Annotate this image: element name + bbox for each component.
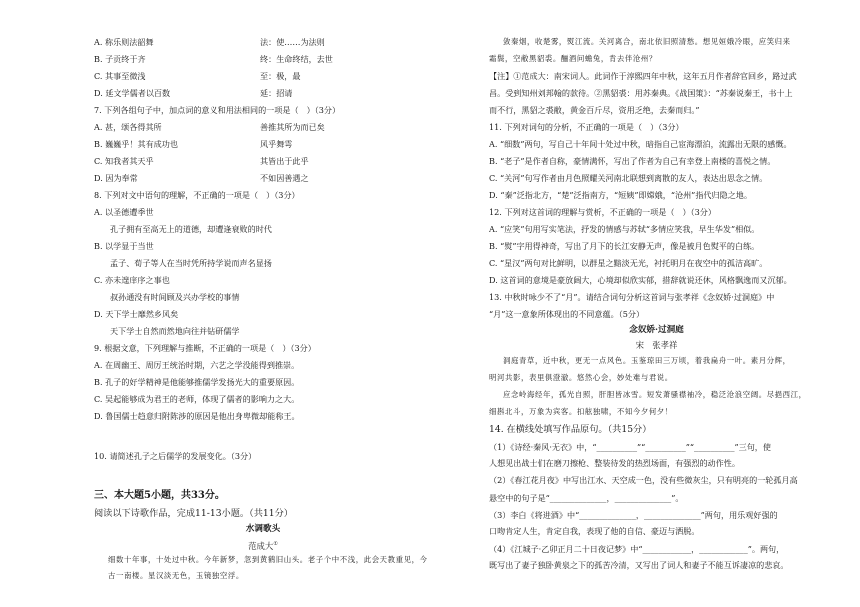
blank[interactable]: ______________ [644,510,701,520]
poem-title: 念奴娇·过洞庭 [629,325,684,335]
option-sentence: B. 子贡终于齐 [94,54,146,64]
answer-space [94,465,432,487]
q14-part-2: （2）《春江花月夜》中写出江水、天空成一色，没有些微灰尘，只有明亮的一轮孤月高 [489,475,798,485]
section-three-intro: 阅读以下诗歌作品，完成11-13小题。（共11分） [94,508,293,519]
option-sentence: A. 称乐则法韶舞 [94,37,154,47]
q12-option-b: B. “熨”字用得神奇，写出了月下的长江安静无声，像是被月色熨平的白练。 [489,241,760,251]
q14-part-4 [489,540,824,557]
fill-mid: ， [691,544,700,554]
q6-option-c [94,68,432,85]
poem-text-continued: 霜鬓，空敝黑貂裘。酾酒问蟾兔，肯去伴沧州？ [489,54,657,63]
option-sentence: C. 其事至微浅 [94,71,146,81]
poem-author [94,537,432,552]
poem-text: 应念岭海经年，孤光自照，肝胆皆冰雪。短发萧骚襟袖冷，稳泛沧浪空阔。尽挹西江， [503,390,807,399]
q8-explain-d: 天下学士自然而然地向往并钻研儒学 [110,326,240,336]
poem-title: 水调歌头 [245,524,281,534]
q7-stem: 7. 下列各组句子中，加点词的意义和用法相同的一项是（ ）（3分） [94,105,341,115]
fill-prefix: （1）《诗经·秦风·无衣》中，“ [489,442,597,452]
poem-note: 【注】①范成大：南宋词人。此词作于淳熙四年中秋，这年五月作者辞官回乡，路过武 [489,71,797,81]
poem-text: 细数十年事，十处过中秋。今年新梦，忽到黄鹤旧山头。老子个中不浅，此会天教重见，今古一南楼。星汉淡无色，玉镜独空浮。 [108,555,428,580]
blank[interactable]: ____________ [699,544,748,554]
option-right: 其皆出于此乎 [260,156,309,166]
blank[interactable]: ____________ [642,544,692,554]
section-three-title: 三、本大题5小题，共33分。 [94,490,225,501]
fill-suffix: ”。两句， [747,544,785,554]
q9-option-c: C. 吴起能够成为君王的老师，体现了儒者的影响力之大。 [94,394,300,404]
option-right: 不如因善遇之 [260,173,309,183]
q8-option-b: B. 以学显于当世 [94,241,154,251]
fill-suffix: ”三句，使 [734,442,771,452]
blank[interactable]: ______________ [579,510,636,520]
q12-stem: 12. 下列对这首词的理解与赏析，不正确的一项是（ ）（3分） [489,207,716,217]
fill-mid: ， [606,493,615,503]
blank[interactable]: ______________ [549,493,607,503]
left-column [94,34,432,584]
q8-explain-c: 叔孙通没有时间顾及兴办学校的事情 [110,292,240,302]
q9-stem: 9. 根据文意，下列理解与推断，不正确的一项是（ ）（3分） [94,343,316,353]
q9-option-d: D. 鲁国儒士趋意归附陈涉的原因是他出身卑微却能称王。 [94,411,300,421]
poem-author-name: 范成大 [248,540,274,551]
q8-option-a: A. 以圣德遭季世 [94,207,154,217]
q14-part-4-cont: 既写出了妻子独卧黄泉之下的孤苦冷清，又写出了词人和妻子不能互诉凄凉的悲哀。 [489,560,789,570]
q8-option-d: D. 天下学士靡然乡风矣 [94,309,179,319]
option-gloss: 至：极，最 [260,71,301,81]
poem-text: 明河共影，表里俱澄澈。悠然心会，妙处难与君说。 [489,373,673,382]
answer-space [94,425,432,448]
fill-suffix: ”。 [671,493,684,503]
fill-prefix: （4）《江城子·乙卯正月二十日夜记梦》中“ [489,544,643,554]
q7-option-d [94,170,432,187]
q11-stem: 11. 下列对词句的分析，不正确的一项是（ ）（3分） [489,122,684,132]
q14-part-3 [489,506,824,523]
q14-part-1-cont: 人想见出战士们在磨刀擦枪、整装待发的热烈场面，有强烈的动作性。 [489,458,740,468]
q12-option-c: C. “星汉”两句对比鲜明，以群星之黯淡无光，衬托明月在夜空中的孤洁高旷。 [489,258,768,268]
poem-note: 而不行，黑貂之裘敝，黄金百斤尽，资用乏绝，去秦而归。” [489,105,700,115]
q13-stem: “月”这一意象所体现出的不同意蕴。（5分） [489,309,645,319]
fill-prefix: （3）李白《将进酒》中“ [489,510,580,520]
poem-author: 宋 张孝祥 [635,340,678,350]
option-left: D. 因为奉常 [94,173,138,183]
poem-text: 洞庭青草，近中秋，更无一点风色。玉鉴琼田三万顷，着我扁舟一叶。素月分辉， [503,356,791,365]
q6-option-d [94,85,432,102]
blank[interactable]: __________ [596,442,637,452]
option-gloss: 终：生命终结，去世 [260,54,333,64]
q6-option-b [94,51,432,68]
q8-explain-a: 孔子拥有至高无上的道德，却遭逢衰败的时代 [110,224,272,234]
q7-option-b [94,136,432,153]
option-right: 风乎舞雩 [260,139,293,149]
blank[interactable]: __________ [645,442,686,452]
option-right: 善推其所为而已矣 [260,122,325,132]
poem-note: 昌。受到知州刘邦翰的款待。②黑貂裘：用苏秦典。《战国策》：“苏秦说秦王，书十上 [489,88,793,98]
q8-option-c: C. 亦未遑庠序之事也 [94,275,170,285]
q12-option-a: A. “应笑”句用写实笔法，抒发的情感与苏轼“多情应笑我，早生华发”相似。 [489,224,760,234]
footnote-marker: ① [273,541,278,547]
q7-option-a [94,119,432,136]
fill-suffix: ”两句，用乐观好强的 [700,510,778,520]
option-left: C. 知我者其天乎 [94,156,154,166]
fill-mid: ”“ [685,442,695,452]
q11-option-c: C. “关河”句写作者由月色照耀关河南北联想到离散的友人，表达出思念之情。 [489,173,768,183]
option-gloss: 延：招请 [260,88,293,98]
q6-option-a [94,34,432,51]
q8-stem: 8. 下列对文中语句的理解，不正确的一项是（ ）（3分） [94,190,300,200]
q14-title: 14. 在横线处填写作品原句。（共15分） [489,424,652,435]
q14-part-3-cont: 口吻肯定人生，肯定自我，表现了他的自信、豪迈与洒脱。 [489,526,700,536]
q8-explain-b: 孟子、荀子等人在当时凭所持学说而声名显扬 [110,258,272,268]
q13-stem: 13. 中秋时咏少不了“月”。请结合词句分析这首词与张孝祥《念奴娇·过洞庭》中 [489,292,775,302]
q7-option-c [94,153,432,170]
poem-text-continued: 敛秦烟，收楚雾，熨江流。关河离合，南北依旧照清愁。想见姮娥冷眼，应笑归来 [503,37,791,46]
q9-option-a: A. 在周幽王、周厉王统治时期，六艺之学没能得到推崇。 [94,360,300,370]
q9-option-b: B. 孔子的好学精神是他能够推儒学发扬光大的重要原因。 [94,377,300,387]
option-gloss: 法：使……为法则 [260,37,325,47]
fill-prefix: 悬空中的句子是“ [489,493,550,503]
q14-part-1 [489,438,824,455]
option-left: B. 巍巍乎！其有成功也 [94,139,178,149]
q10-stem: 10. 请简述孔子之后儒学的发展变化。（3分） [94,451,257,461]
blank[interactable]: ______________ [614,493,672,503]
right-column [489,34,824,574]
poem-text: 细斟北斗，万象为宾客。扣舷独啸，不知今夕何夕！ [489,407,673,416]
q11-option-b: B. “老子”是作者自称，豪情满怀，写出了作者为自己有幸登上南楼的喜悦之情。 [489,156,776,166]
option-left: A. 甚，颂各得其所 [94,122,162,132]
q11-option-d: D. “秦”泛指北方，“楚”泛指南方，“短姨”即嫦娥，“沧州”指代归隐之地。 [489,190,752,200]
fill-mid: ， [635,510,644,520]
fill-mid: ”“ [636,442,646,452]
q11-option-a: A. “细数”两句，写自己十年间十处过中秋，暗指自己宦海漂泊，流露出无限的感慨。 [489,139,792,149]
q12-option-d: D. 这首词的意境是豪放阔大，心境却似欣实郁，措辞就说还休，风格飘逸而又沉郁。 [489,275,792,285]
blank[interactable]: __________ [694,442,735,452]
q14-part-2-cont [489,489,824,506]
option-sentence: D. 延文学儒者以百数 [94,88,171,98]
